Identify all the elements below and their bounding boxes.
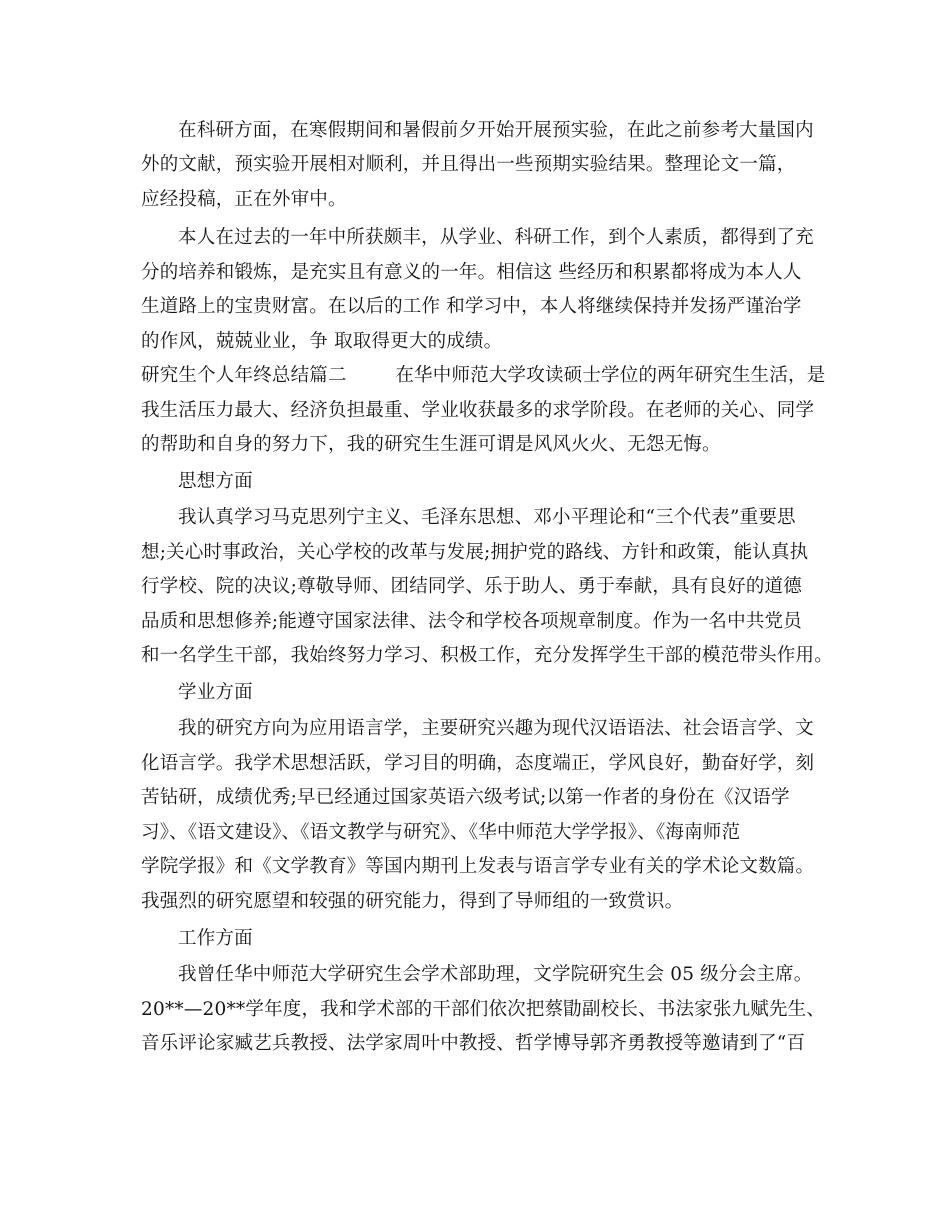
subsection-heading: 思想方面: [178, 471, 253, 492]
text-line: 习》、《语文建设》、《语文教学与研究》、《华中师范大学学报》、《海南师范: [141, 822, 741, 843]
text-line: 应经投稿，正在外审中。: [141, 189, 347, 210]
text-line: 化语言学。我学术思想活跃，学习目的明确，态度端正，学风良好，勤奋好学，刻: [141, 753, 815, 774]
subsection-heading: 学业方面: [178, 682, 253, 703]
text-line: 的帮助和自身的努力下，我的研究生生涯可谓是风风火火、无怨无悔。: [141, 434, 721, 455]
text-line: 20**—20**学年度，我和学术部的干部们依次把蔡勖副校长、书法家张九赋先生、: [141, 999, 826, 1020]
text-line: 本人在过去的一年中所获颇丰，从学业、科研工作，到个人素质，都得到了充: [178, 227, 814, 248]
subsection-heading: 工作方面: [178, 928, 253, 949]
text-line: 我曾任华中师范大学研究生会学术部助理，文学院研究生会 05 级分会主席。: [178, 964, 813, 985]
text-line: 我的研究方向为应用语言学，主要研究兴趣为现代汉语语法、社会语言学、文: [178, 718, 814, 739]
text-line: 想;关心时事政治，关心学校的改革与发展;拥护党的路线、方针和政策，能认真执: [141, 542, 809, 563]
text-line: 生道路上的宝贵财富。在以后的工作 和学习中，本人将继续保持并发扬严谨治学: [141, 296, 802, 317]
text-line: 我强烈的研究愿望和较强的研究能力，得到了导师组的一致赏识。: [141, 891, 684, 912]
text-line: 我认真学习马克思列宁主义、毛泽东思想、邓小平理论和“三个代表”重要思: [178, 507, 796, 528]
text-line: 行学校、院的决议;尊敬导师、团结同学、乐于助人、勇于奉献，具有良好的道德: [141, 576, 802, 597]
text-line: 学院学报》和《文学教育》等国内期刊上发表与语言学专业有关的学术论文数篇。: [141, 856, 815, 877]
text-line: 和一名学生干部，我始终努力学习、积极工作，充分发挥学生干部的模范带头作用。: [141, 645, 833, 666]
text-line: 的作风，兢兢业业，争 取取得更大的成绩。: [141, 331, 503, 352]
text-line: 音乐评论家臧艺兵教授、法学家周叶中教授、哲学博导郭齐勇教授等邀请到了“百: [141, 1033, 806, 1054]
text-line: 品质和思想修养;能遵守国家法律、法令和学校各项规章制度。作为一名中共党员: [141, 611, 802, 632]
text-line: 我生活压力最大、经济负担最重、学业收获最多的求学阶段。在老师的关心、同学: [141, 400, 815, 421]
text-line: 外的文献，预实验开展相对顺利，并且得出一些预期实验结果。整理论文一篇，: [141, 154, 796, 175]
text-line: 分的培养和锻炼，是充实且有意义的一年。相信这 些经历和积累都将成为本人人: [141, 262, 802, 283]
text-line: 在科研方面，在寒假期间和暑假前夕开始开展预实验，在此之前参考大量国内: [178, 120, 814, 141]
section-heading: 研究生个人年终总结篇二 在华中师范大学攻读硕士学位的两年研究生生活，是: [141, 365, 826, 386]
text-line: 苦钻研，成绩优秀;早已经通过国家英语六级考试;以第一作者的身份在《汉语学: [141, 787, 790, 808]
